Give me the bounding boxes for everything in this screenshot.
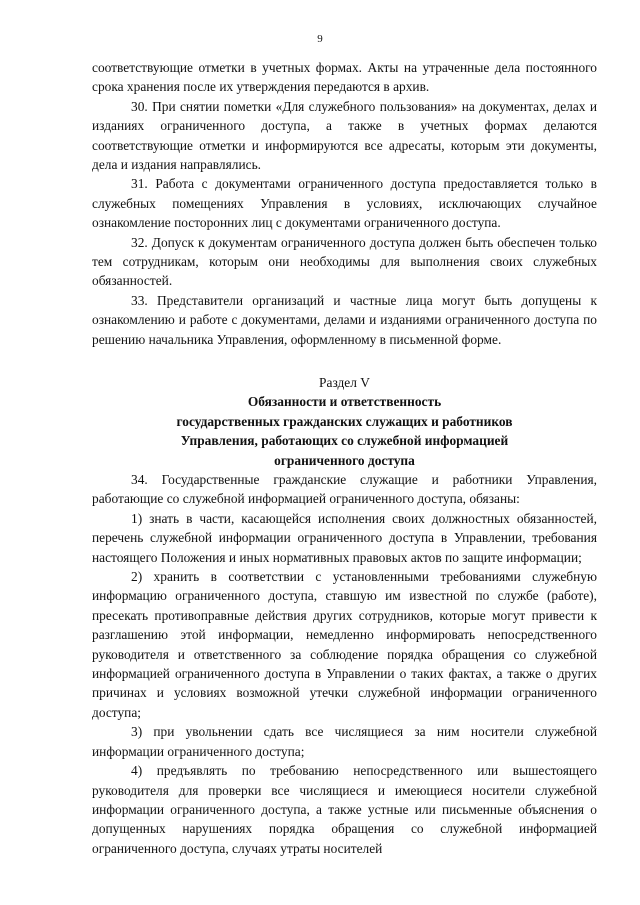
list-item-1: 1) знать в части, касающейся исполнения своих должностных обязанностей, перечень служебной информации ограниченного доступа в Управлении, требования настоящего Положения и иных нормативных правовых актов по защите информации; [92, 510, 597, 565]
paragraph-30: 30. При снятии пометки «Для служебного пользования» на документах, делах и изданиях ограниченного доступа, а также в учетных формах делаются соответствующие отметки и информируются все адресаты, которым эти документы, дела и издания направлялись. [92, 98, 597, 173]
section-label: Раздел V [319, 375, 370, 390]
section-heading [92, 373, 597, 470]
paragraph-34: 34. Государственные гражданские служащие и работники Управления, работающие со служебной информацией ограниченного доступа, обязаны: [92, 472, 597, 507]
paragraph-continuation: соответствующие отметки в учетных формах. Акты на утраченные дела постоянного срока хранения после их утверждения передаются в архив. [92, 60, 597, 95]
section-title-line-3: Управления, работающих со служебной информацией [180, 433, 509, 449]
body-text-bottom [92, 470, 597, 858]
list-item-3: 3) при увольнении сдать все числящиеся за ним носители служебной информации ограниченного доступа; [92, 724, 597, 759]
body-text-top [92, 58, 597, 349]
list-item-2: 2) хранить в соответствии с установленными требованиями служебную информацию ограниченного доступа, ставшую им известной по службе (работе), пресекать противоправные действия других сотрудников, которые могут привести к разглашению этой информации, немедленно информировать непосредственного руководителя и ответственного за соблюдение порядка обращения со служебной информацией ограниченного доступа в Управлении о таких фактах, а также о других причинах и условиях возможной утечки служебной информации ограниченного доступа; [92, 569, 597, 720]
paragraph-33: 33. Представители организаций и частные лица могут быть допущены к ознакомлению и работе с документами, делами и изданиями ограниченного доступа по решению начальника Управления, оформленному в письменной форме. [92, 292, 597, 347]
section-title-line-1: Обязанности и ответственность [247, 394, 442, 410]
paragraph-31: 31. Работа с документами ограниченного доступа предоставляется только в служебных помещениях Управления в условиях, исключающих случайное ознакомление посторонних лиц с документами ограниченного доступа. [92, 176, 597, 231]
page-number: 9 [317, 33, 323, 45]
section-title-line-2: государственных гражданских служащих и работников [176, 413, 513, 429]
list-item-4: 4) предъявлять по требованию непосредственного или вышестоящего руководителя для проверки все числящиеся и имеющиеся носители служебной информации ограниченного доступа, а также устные или письменные объяснения о допущенных нарушениях порядка обращения со служебной информацией ограниченного доступа, случаях утраты носителей [92, 763, 597, 856]
section-title-line-4: ограниченного доступа [274, 452, 415, 468]
paragraph-32: 32. Допуск к документам ограниченного доступа должен быть обеспечен только тем сотрудникам, которым они необходимы для выполнения своих служебных обязанностей. [92, 234, 597, 289]
